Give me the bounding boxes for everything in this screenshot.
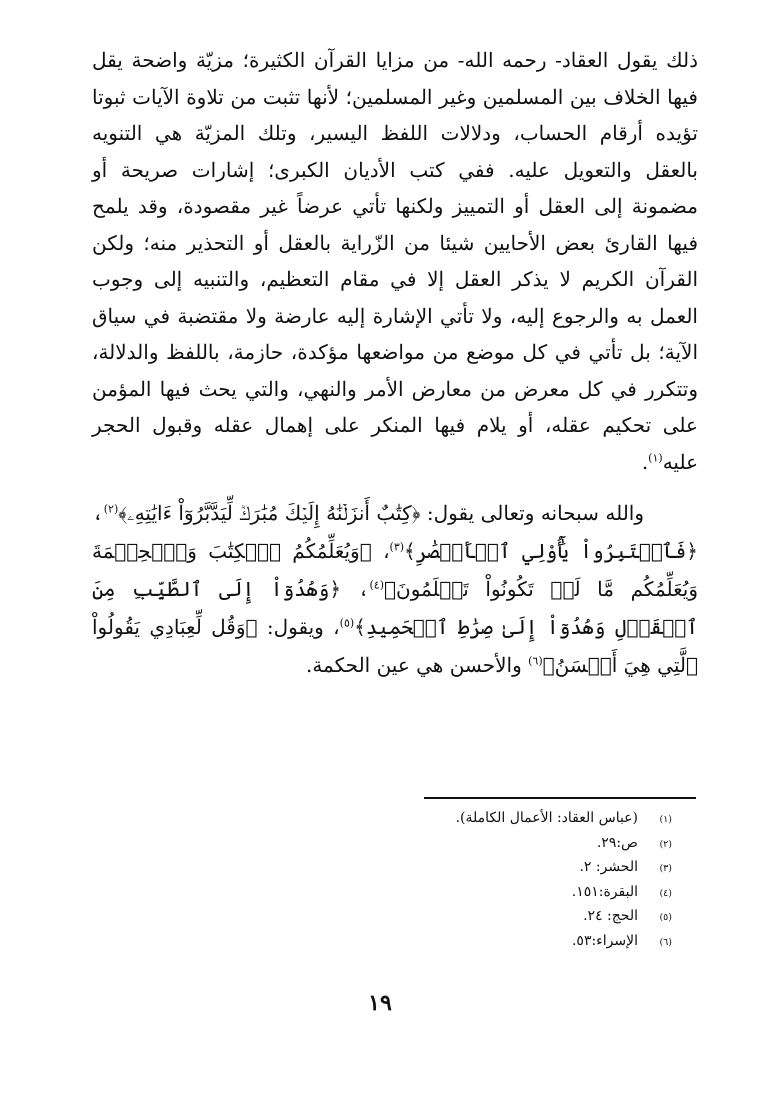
footnote-text: البقرة:١٥١. <box>571 883 638 900</box>
footnote-ref-2[interactable]: (٢) <box>103 502 119 516</box>
footnote-text: الإسراء:٥٣. <box>571 932 638 949</box>
footnotes-list <box>380 810 672 957</box>
paragraph-1-text: ذلك يقول العقاد- رحمه الله- من مزايا القرآن الكثيرة؛ مزيّة واضحة يقل فيها الخلاف بين المسلمين وغير المسلمين؛ لأنها تثبت من تلاوة الآيات ثبوتا تؤيده أرقام الحساب، ودلالات اللفظ اليسير، وتلك المزيّة هي التنويه بالعقل والتعويل عليه. ففي كتب الأديان الكبرى؛ إشارات صريحة أو مضمونة إلى العقل أو التمييز ولكنها تأتي عرضاً غير مقصودة، وقد يلمح فيها القارئ بعض الأحايين شيئا من الزّراية بالعقل أو التحذير منه؛ ولكن القرآن الكريم لا يذكر العقل إلا في مقام التعظيم، والتنبيه إلى وجوب العمل به والرجوع إليه، ولا تأتي الإشارة إليه عارضة ولا مقتضبة في سياق الآية؛ بل تأتي في كل موضع من مواضعها مؤكدة، حازمة، باللفظ والدلالة، وتتكرر في كل معرض من معارض الأمر والنهي، والتي يحث فيها المؤمن على تحكيم عقله، أو يلام فيها المنكر على إهمال عقله وقبول الحجر عليه <box>92 48 698 474</box>
main-text <box>92 42 698 684</box>
page-number: ١٩ <box>368 990 392 1016</box>
footnote-item <box>380 933 672 958</box>
quran-verse-1: ﴿كِتَٰبٌ أَنزَلۡنَٰهُ إِلَيۡكَ مُبَٰرَكٞ لِّيَدَّبَّرُوٓاْ ءَايَٰتِهِۦ﴾ <box>118 501 421 525</box>
footnote-text: ص:٢٩. <box>596 834 638 851</box>
footnote-item <box>380 835 672 860</box>
footnote-number: (١) <box>659 814 672 825</box>
paragraph-2 <box>92 494 698 684</box>
separator-text-4: ، ويقول: <box>257 615 340 639</box>
footnote-ref-5[interactable]: (٥) <box>339 616 355 630</box>
quran-verse-4: ﴿وَهُدُوٓاْ إِلَى ٱلطَّيِّبِ مِنَ ٱلۡقَوۡلِ وَهُدُوٓاْ إِلَىٰ صِرَٰطِ ٱلۡحَمِيدِ﴾ <box>92 577 698 639</box>
separator-text-3: ، <box>341 577 370 601</box>
paragraph-1-end: . <box>641 449 649 474</box>
footnote-ref-4[interactable]: (٤) <box>369 578 384 592</box>
quran-verse-5: ﴿وَقُل لِّعِبَادِي يَقُولُواْ ٱلَّتِي هِيَ أَحۡسَنُ﴾ <box>92 615 698 677</box>
footnote-ref-6[interactable]: (٦) <box>528 654 543 668</box>
footnote-item <box>380 908 672 933</box>
footnote-ref-1[interactable]: (١) <box>648 450 663 464</box>
footnote-text: (عباس العقاد: الأعمال الكاملة). <box>455 810 638 826</box>
paragraph-1 <box>92 42 698 480</box>
paragraph-2-intro: والله سبحانه وتعالى يقول: <box>420 501 644 525</box>
footnote-text: الحج: ٢٤. <box>583 908 638 924</box>
quran-verse-2: ﴿فَٱعۡتَبِرُواْ يَٰٓأُوْلِي ٱلۡأَبۡصَٰرِ﴾ <box>404 539 698 563</box>
footnote-item <box>380 810 672 835</box>
footnote-number: (٢) <box>659 838 672 850</box>
footnote-separator <box>424 797 696 799</box>
footnote-item <box>380 859 672 884</box>
footnote-number: (٤) <box>659 887 672 899</box>
footnote-ref-3[interactable]: (٣) <box>389 540 405 554</box>
separator-text-2: ، <box>371 539 390 563</box>
footnote-number: (٥) <box>659 912 672 923</box>
footnote-number: (٣) <box>659 863 672 874</box>
footnote-number: (٦) <box>659 936 672 948</box>
quran-verse-3: ﴿وَيُعَلِّمُكُمُ ٱلۡكِتَٰبَ وَٱلۡحِكۡمَةَ وَيُعَلِّمُكُم مَّا لَمۡ تَكُونُواْ تَعۡلَمُونَ﴾ <box>92 539 699 601</box>
footnote-item <box>380 884 672 909</box>
paragraph-2-closing: والأحسن هي عين الحكمة. <box>305 653 529 677</box>
footnote-text: الحشر: ٢. <box>579 859 638 875</box>
separator-text-1: ، <box>92 501 104 525</box>
